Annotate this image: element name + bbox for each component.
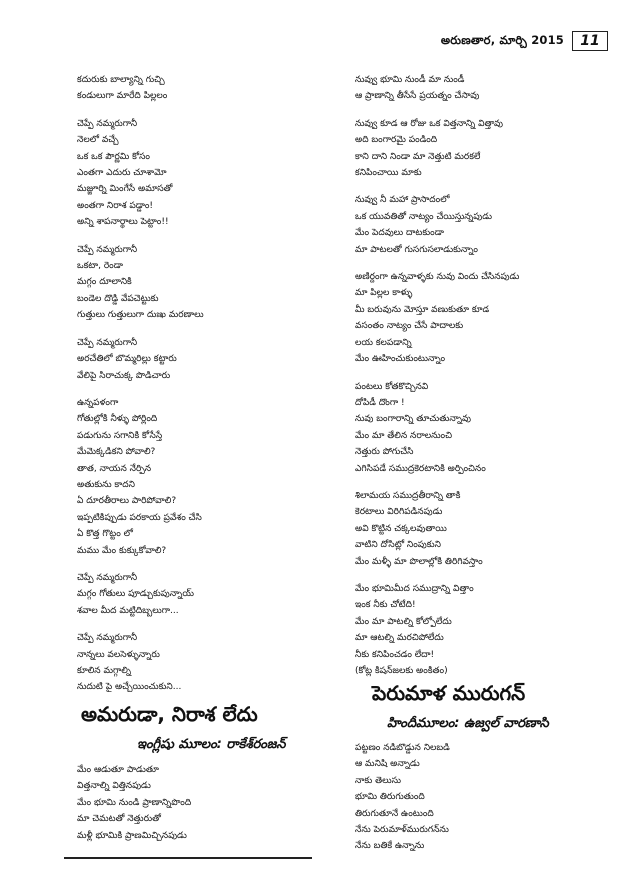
poem-line: భూమి తిరుగుతుంది	[355, 792, 425, 803]
poem-line: అన్ని శాపనార్థాలు పెట్టాం!!	[77, 217, 169, 228]
stanza	[355, 581, 625, 679]
stanza	[355, 116, 625, 182]
poem-line: ఇప్పటికిప్పుడు పరకాయ ప్రవేశం చేసి	[77, 512, 202, 523]
stanza	[77, 570, 347, 619]
poem-line: మేం మళ్ళీ మా పొలాల్లోకి తిరిగివస్తాం	[355, 556, 483, 567]
poem-line: విత్తనాల్ని విత్తినపుడు	[77, 781, 151, 792]
poem-line: మళ్లీ భూమికి ప్రాణమిచ్చినపుడు	[77, 830, 187, 841]
poem-subtitle-right: హిందీమూలం: ఉజ్వల్ వారణాసి	[387, 716, 549, 731]
poem-line: ఆ ప్రాణాన్ని తీసేసే ప్రయత్నం చేసావు	[355, 91, 480, 102]
poem-line: నువ్వు భూమి నుండీ మా నుండీ	[355, 75, 465, 85]
poem-line: గోతుల్లోకి నీళ్ళు పోర్లింది	[77, 414, 158, 425]
stanza	[77, 116, 347, 231]
poem-line: నువ్వు కూడ ఆ రోజు ఒక విత్తనాన్ని విత్తావు	[355, 118, 504, 129]
poem-line: శిలామయ సముద్రతీరాన్ని తాకి	[355, 490, 461, 501]
poem-line: చెప్పే నమ్మరుగానీ	[77, 118, 138, 129]
poem-line: నేను బతికే ఉన్నాను	[355, 841, 425, 852]
poem-line: నువు బంగారాన్ని తూచుతున్నావు	[355, 414, 471, 425]
poem-line: కెరటాలు విరిగిపడినపుడు	[355, 507, 443, 518]
poem-line: మగ్గం గోతులు పూడ్చుకుపున్నాయ్	[77, 589, 194, 600]
poem-line: తాత, నాయన నేర్పిన	[77, 463, 152, 474]
poem-line: మము మేం కుక్కుకోవాలి?	[77, 545, 167, 556]
poem-line: నెత్తురు పోగుచేసి	[355, 447, 414, 458]
poem-line: నాకు తెలుసు	[355, 775, 402, 786]
poem-line: పంటలు కోతకొచ్చినవి	[355, 381, 429, 392]
poem-line: పడుగును సగానికి కోసేస్తే	[77, 430, 163, 441]
poem-line: నువ్వు నీ మహా ప్రాసాదంలో	[355, 195, 450, 206]
poem-line: మేం మా తేలిన నరాలనుంచి	[355, 430, 453, 441]
poem-line: ఒక యువతితో నాట్యం చేయిస్తున్నపుడు	[355, 211, 493, 222]
poem-line: నాన్నలు వలసెళ్ళున్నారు	[77, 649, 160, 660]
poem-line: తిరుగుతూనే ఉంటుంది	[355, 808, 434, 819]
poem-line: బండెల దొడ్డి వేపచెట్టుకు	[77, 293, 159, 304]
poem-line: గుత్తులు గుత్తులుగా దుఃఖ మరణాలు	[77, 310, 204, 321]
poem-line: దోపిడీ దొంగా !	[355, 397, 405, 408]
poem-line: నీకు కనిపించడం లేదా!	[355, 649, 435, 660]
page-number: 11	[572, 31, 608, 51]
poem-line: అంతగా నిరాశ పడ్డాం!	[77, 200, 154, 211]
poem-line: కూలిన మగ్గాల్ని	[77, 666, 132, 676]
poem-line: మా పిల్లల కాళ్ళు	[355, 288, 413, 299]
poem-line: ఏ కొత్త గొట్టం లో	[77, 529, 133, 540]
poem-line: ఇంక నీకు చోటేది!	[355, 600, 416, 611]
stanza	[355, 269, 625, 367]
poem-line: నేను పెరుమాళ్‌మురుగన్‌ను	[355, 825, 449, 836]
poem-line: మీ బరువును మోస్తూ వణుకుతూ కూడ	[355, 304, 490, 315]
poem-line: చెప్పే నమ్మరుగానీ	[77, 572, 138, 583]
poem-line: మగ్గం దూలానికి	[77, 277, 132, 288]
poem-line: వాటిని దోసిట్లో నింపుకుని	[355, 540, 441, 551]
poem-body-left	[77, 762, 327, 844]
stanza	[355, 379, 625, 477]
poem-line: అరచేతిలో బొమ్మరిల్లు కట్టారు	[77, 354, 177, 365]
poem-line: మేం పెదవులు దాటకుండా	[355, 228, 444, 239]
stanza	[77, 242, 347, 324]
stanza	[355, 488, 625, 570]
stanza	[355, 72, 625, 105]
poem-subtitle-left: ఇంగ్లీషు మూలం: రాకేశ్‌రంజన్	[137, 737, 286, 752]
right-poem-column	[355, 72, 625, 690]
poem-line: పట్టణం నడిబొడ్డున నిలబడి	[355, 743, 450, 753]
stanza	[77, 630, 347, 696]
poem-line: మేం మా పాటల్ని కోల్పోలేదు	[355, 616, 452, 627]
stanza	[77, 395, 347, 559]
poem-line: కాని దాని నిండా మా నెత్తుటి మరకలే	[355, 151, 481, 162]
poem-line: మేం ఊహించుకుంటున్నాం	[355, 354, 446, 365]
poem-line: ఏ దూరతీరాలు పారిపోవాలి?	[77, 496, 177, 507]
poem-line: అవి కొట్టిన చక్కలవుతాయి	[355, 523, 447, 534]
poem-title-right: పెరుమాళ మురుగన్	[372, 681, 526, 705]
poem-line: ఆ మనిషి అన్నాడు	[355, 759, 420, 770]
poem-line: ఎంతగా ఎదురు చూశామో	[77, 168, 167, 179]
poem-line: చెప్పే నమ్మరుగానీ	[77, 244, 138, 255]
left-poem-column	[77, 72, 347, 707]
bottom-divider	[64, 857, 312, 859]
poem-line: మేం ఆడుతూ పాడుతూ	[77, 765, 159, 775]
poem-line: మా ఆటల్ని మరచిపోలేదు	[355, 633, 444, 644]
poem-line: చెప్పే నమ్మరుగానీ	[77, 633, 138, 644]
poem-line: కండులుగా మారేది పిల్లలం	[77, 91, 168, 102]
poem-line: వేలిపై సిరాచుక్క పొడిచారు	[77, 370, 171, 381]
poem-line: అతుకును కాదని	[77, 479, 135, 490]
poem-line: ఉన్నపళంగా	[77, 397, 119, 408]
poem-line: నెలలో వచ్చే	[77, 135, 119, 146]
header-title: అరుణతార, మార్చి 2015	[440, 32, 564, 47]
poem-line: కదురుకు బాల్యాన్ని గుచ్చి	[77, 75, 165, 85]
poem-line: అది బంగారమై పండింది	[355, 135, 438, 146]
poem-line: ఒకటా, రెండా	[77, 261, 123, 272]
page-header	[441, 31, 608, 51]
poem-body-right	[355, 740, 605, 855]
poem-line: ఎగిసిపడే సముద్రకెరటానికి అర్పించినం	[355, 463, 486, 474]
poem-line: చెప్పే నమ్మరుగానీ	[77, 337, 138, 348]
poem-line: మజ్జూర్ని మింగేసే అమాసతో	[77, 184, 173, 195]
poem-line: (కోట్ల కిషన్‌జలకు అంకితం)	[355, 666, 448, 676]
poem-line: మేం భూమి నుండి ప్రాణాన్నిపొంది	[77, 797, 192, 808]
poem-line: మేమెక్కడికని పోవాలి?	[77, 447, 156, 458]
poem-line: మా చెమటతో నెత్తురుతో	[77, 814, 161, 825]
stanza	[355, 192, 625, 258]
poem-line: మా పాటలతో గుసగుసలాడుకున్నాం	[355, 244, 478, 255]
poem-line: ఒక ఒక పౌర్ణమి కోసం	[77, 151, 150, 162]
poem-line: నుదుటి పై అచ్చేయించుకుని...	[77, 682, 182, 693]
poem-line: మేం భూమిమీద సముద్రాన్ని విత్తాం	[355, 583, 474, 594]
stanza	[77, 335, 347, 384]
poem-title-left: అమరుడా, నిరాశ లేదు	[81, 702, 258, 726]
poem-line: శవాల మీద మట్టిదిబ్బలుగా...	[77, 605, 179, 616]
poem-line: లయ కలపడాన్ని	[355, 337, 412, 348]
stanza	[77, 72, 347, 105]
poem-line: కనిపించాయి మాకు	[355, 168, 422, 179]
poem-line: వసంతం నాట్యం చేసే పాదాలకు	[355, 321, 464, 332]
poem-line: అణిర్దంగా ఉన్నవాళ్ళకు నువు విందు చేసినపుడు	[355, 272, 520, 283]
